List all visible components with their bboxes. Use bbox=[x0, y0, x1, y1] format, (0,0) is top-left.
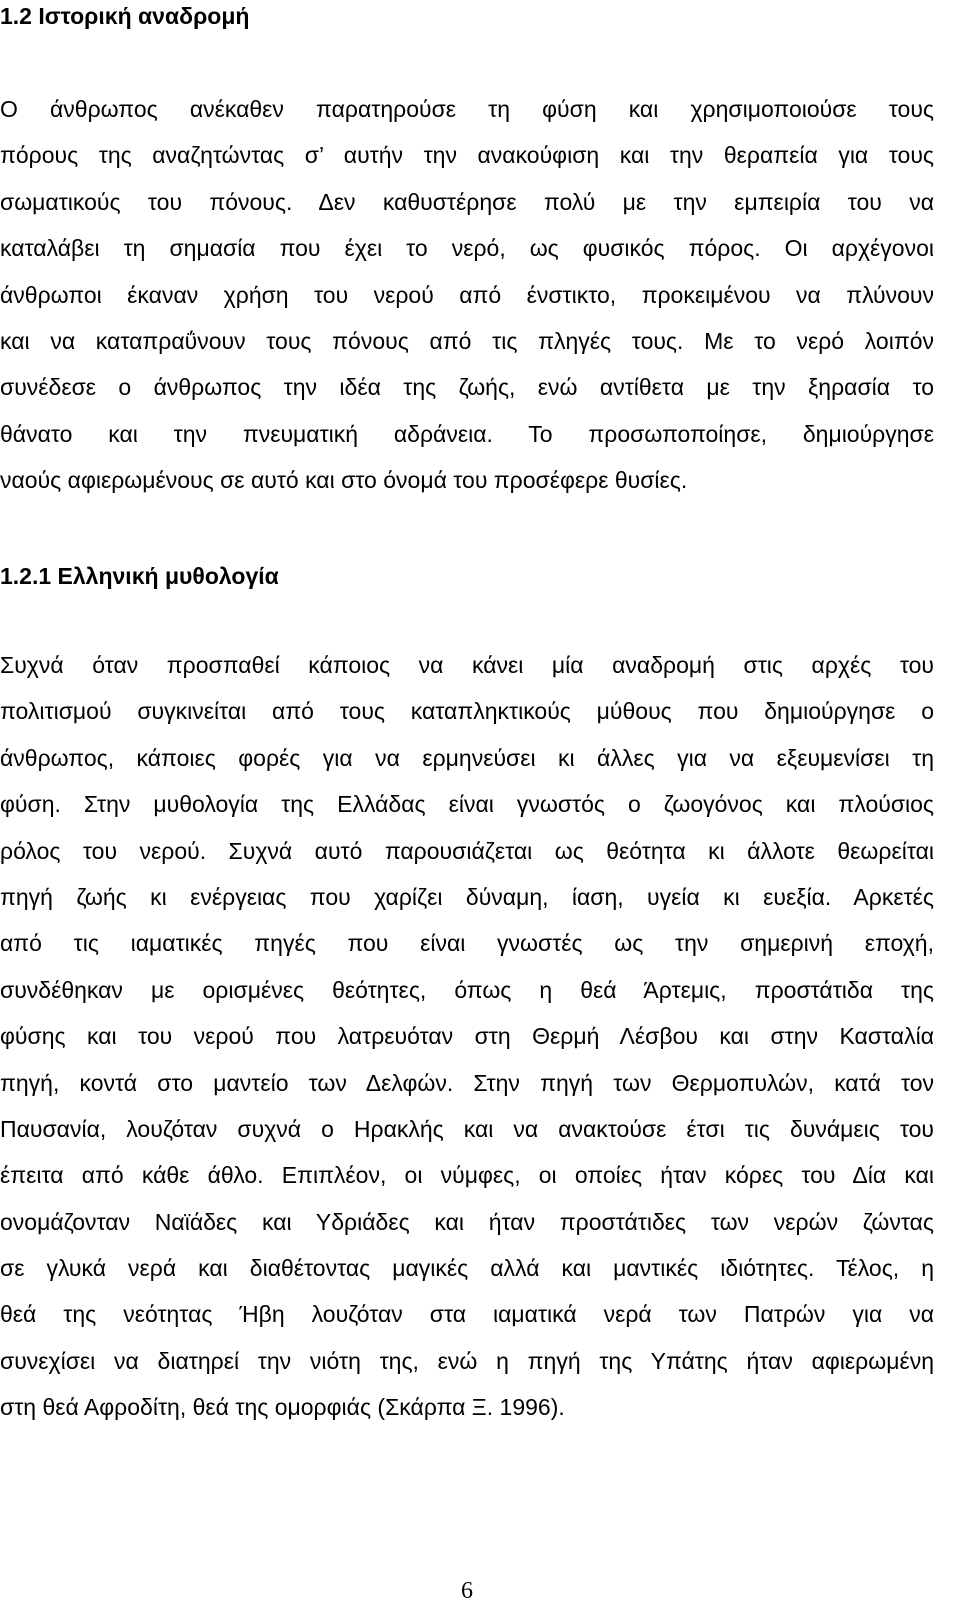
paragraph-line: συνέδεσε ο άνθρωπος την ιδέα της ζωής, ενώ αντίθετα με την ξηρασία το bbox=[0, 374, 934, 401]
paragraph-line: καταλάβει τη σημασία που έχει το νερό, ως φυσικός πόρος. Οι αρχέγονοι bbox=[0, 235, 934, 262]
subsection-heading: 1.2.1 Ελληνική μυθολογία bbox=[0, 563, 279, 589]
subsection-paragraph bbox=[0, 642, 934, 1431]
paragraph-line: στη θεά Αφροδίτη, θεά της ομορφιάς (Σκάρπα Ξ. 1996). bbox=[0, 1394, 565, 1421]
paragraph-line: θεά της νεότητας Ήβη λουζόταν στα ιαματικά νερά των Πατρών για να bbox=[0, 1301, 934, 1328]
section-paragraph bbox=[0, 86, 934, 504]
paragraph-line: συνδέθηκαν με ορισμένες θεότητες, όπως η θεά Άρτεμις, προστάτιδα της bbox=[0, 976, 934, 1003]
paragraph-line: ονομάζονταν Ναϊάδες και Υδριάδες και ήταν προστάτιδες των νερών ζώντας bbox=[0, 1208, 934, 1235]
paragraph-line: σε γλυκά νερά και διαθέτοντας μαγικές αλλά και μαντικές ιδιότητες. Τέλος, η bbox=[0, 1255, 934, 1282]
page-number: 6 bbox=[461, 1578, 473, 1604]
paragraph-line: πόρους της αναζητώντας σ’ αυτήν την ανακούφιση και την θεραπεία για τους bbox=[0, 142, 934, 169]
paragraph-line: και να καταπραΰνουν τους πόνους από τις πληγές τους. Με το νερό λοιπόν bbox=[0, 327, 934, 354]
section-heading: 1.2 Ιστορική αναδρομή bbox=[0, 3, 250, 29]
paragraph-line: άνθρωπος, κάποιες φορές για να ερμηνεύσει κι άλλες για να εξευμενίσει τη bbox=[0, 744, 934, 771]
paragraph-line: φύσης και του νερού που λατρευόταν στη Θερμή Λέσβου και στην Κασταλία bbox=[0, 1023, 934, 1050]
paragraph-line: έπειτα από κάθε άθλο. Επιπλέον, οι νύμφες, οι οποίες ήταν κόρες του Δία και bbox=[0, 1162, 934, 1189]
paragraph-line: Συχνά όταν προσπαθεί κάποιος να κάνει μία αναδρομή στις αρχές του bbox=[0, 652, 934, 678]
paragraph-line: ναούς αφιερωμένους σε αυτό και στο όνομά του προσέφερε θυσίες. bbox=[0, 467, 688, 494]
paragraph-line: ρόλος του νερού. Συχνά αυτό παρουσιάζεται ως θεότητα κι άλλοτε θεωρείται bbox=[0, 837, 934, 864]
paragraph-line: Ο άνθρωπος ανέκαθεν παρατηρούσε τη φύση και χρησιμοποιούσε τους bbox=[0, 96, 934, 122]
paragraph-line: από τις ιαματικές πηγές που είναι γνωστές ως την σημερινή εποχή, bbox=[0, 930, 934, 957]
paragraph-line: πολιτισμού συγκινείται από τους καταπληκτικούς μύθους που δημιούργησε ο bbox=[0, 698, 934, 725]
paragraph-line: άνθρωποι έκαναν χρήση του νερού από ένστικτο, προκειμένου να πλύνουν bbox=[0, 281, 934, 308]
paragraph-line: σωματικούς του πόνους. Δεν καθυστέρησε πολύ με την εμπειρία του να bbox=[0, 188, 934, 215]
paragraph-line: συνεχίσει να διατηρεί την νιότη της, ενώ η πηγή της Υπάτης ήταν αφιερωμένη bbox=[0, 1347, 934, 1374]
paragraph-line: Παυσανία, λουζόταν συχνά ο Ηρακλής και να ανακτούσε έτσι τις δυνάμεις του bbox=[0, 1115, 934, 1142]
paragraph-line: πηγή ζωής κι ενέργειας που χαρίζει δύναμη, ίαση, υγεία κι ευεξία. Αρκετές bbox=[0, 883, 934, 910]
paragraph-line: θάνατο και την πνευματική αδράνεια. Το προσωποποίησε, δημιούργησε bbox=[0, 420, 934, 447]
paragraph-line: φύση. Στην μυθολογία της Ελλάδας είναι γνωστός ο ζωογόνος και πλούσιος bbox=[0, 791, 934, 818]
paragraph-line: πηγή, κοντά στο μαντείο των Δελφών. Στην πηγή των Θερμοπυλών, κατά τον bbox=[0, 1069, 934, 1096]
